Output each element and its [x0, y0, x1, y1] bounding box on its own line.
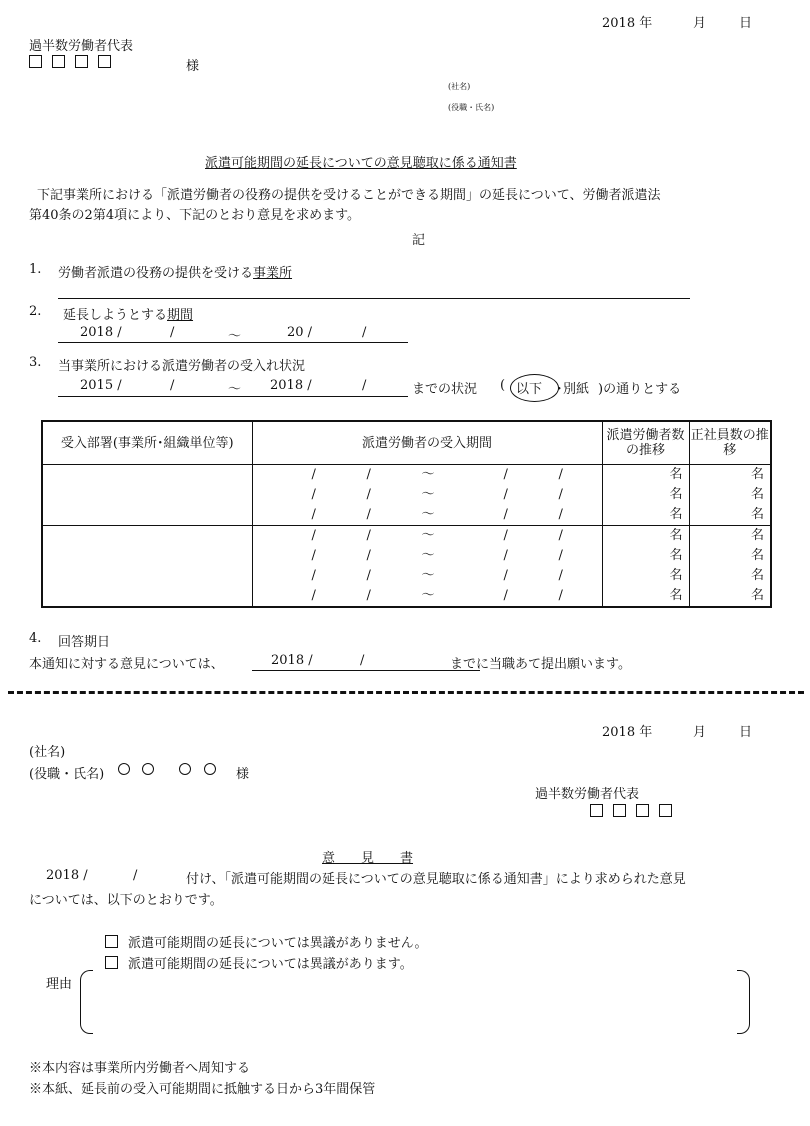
period-start-slash: /	[170, 325, 175, 340]
department-cell[interactable]	[42, 465, 252, 526]
notice-body-line2: 第40条の2第4項により、下記のとおり意見を求めます。	[29, 208, 361, 223]
period-line: / / ～ / /	[311, 507, 563, 522]
table-header-row	[42, 421, 771, 465]
dispatch-count-cell[interactable]: 名 名 名 名	[602, 526, 689, 608]
dispatch-table	[41, 420, 772, 608]
placeholder-box-icon	[590, 804, 603, 817]
placeholder-box-icon	[52, 55, 65, 68]
note-1: ※本内容は事業所内労働者へ周知する	[29, 1061, 251, 1076]
deadline-underline	[252, 670, 480, 671]
placeholder-circle-icon	[142, 763, 154, 775]
deadline-text-after: までに当職あて提出願います。	[450, 657, 631, 672]
date-day: 日	[739, 16, 753, 31]
item4-number: 4.	[29, 631, 42, 646]
employee-count-cell[interactable]: 名 名 名 名	[689, 526, 771, 608]
opinion-body-line2: については、以下のとおりです。	[29, 893, 223, 908]
item2-text: 延長しようとする期間	[63, 308, 194, 323]
period-end-slash: /	[362, 325, 367, 340]
period-line: / / ～ / /	[311, 568, 563, 583]
item2-number: 2.	[29, 304, 42, 319]
deadline-text-before: 本通知に対する意見については、	[29, 657, 224, 672]
table-row	[42, 465, 771, 526]
status-end-year: 2018 /	[270, 378, 312, 393]
period-cell[interactable]	[252, 465, 602, 526]
paren-open: (	[500, 378, 506, 393]
addressee-name-boxes	[29, 55, 121, 71]
period-end-year: 20 /	[287, 325, 313, 340]
period-line: / / ～ / /	[311, 588, 563, 603]
header-department: 受入部署(事業所･組織単位等)	[42, 421, 252, 465]
selected-option-circle	[510, 374, 559, 402]
reply-representative: 過半数労働者代表	[535, 787, 640, 802]
checkbox-icon[interactable]	[105, 956, 118, 969]
deadline-slash: /	[360, 653, 365, 668]
paren-close: )の通りとする	[598, 382, 682, 397]
reason-bracket-right	[737, 970, 750, 1034]
notice-body-line1: 下記事業所における「派遣労働者の役務の提供を受けることができる期間」の延長について、労働者派遣法	[37, 188, 661, 203]
note-2: ※本紙、延長前の受入可能期間に抵触する日から3年間保管	[29, 1082, 376, 1097]
company-label: (社名)	[448, 82, 471, 91]
reply-date-day: 日	[739, 725, 753, 740]
opinion-body-slash: /	[133, 868, 138, 883]
status-suffix: までの状況	[412, 382, 478, 397]
status-underline	[58, 396, 408, 397]
placeholder-box-icon	[636, 804, 649, 817]
item1-number: 1.	[29, 262, 42, 277]
item1-underlined: 事業所	[253, 266, 293, 281]
title-name-label: (役職・氏名)	[448, 103, 495, 112]
header-period: 派遣労働者の受入期間	[252, 421, 602, 465]
reply-title-name-label: (役職・氏名)	[29, 767, 105, 782]
period-start-year: 2018 /	[80, 325, 122, 340]
reply-date-year: 2018 年	[602, 725, 653, 740]
placeholder-box-icon	[75, 55, 88, 68]
period-line: / / ～ / /	[311, 467, 563, 482]
reply-date-month: 月	[693, 725, 707, 740]
placeholder-box-icon	[613, 804, 626, 817]
period-line: / / ～ / /	[311, 487, 563, 502]
option-ika[interactable]: 以下	[516, 382, 543, 397]
table-row	[42, 526, 771, 608]
header-employee-count: 正社員数の推移	[689, 421, 771, 465]
option-no-objection[interactable]: 派遣可能期間の延長については異議がありません。	[105, 932, 428, 951]
item3-number: 3.	[29, 355, 42, 370]
placeholder-box-icon	[659, 804, 672, 817]
reply-sama: 様	[236, 767, 250, 782]
dispatch-count-cell[interactable]: 名 名 名	[602, 465, 689, 526]
item3-text: 当事業所における派遣労働者の受入れ状況	[58, 359, 306, 374]
date-month: 月	[693, 16, 707, 31]
reason-bracket-left	[80, 970, 93, 1034]
option-objection[interactable]: 派遣可能期間の延長については異議があります。	[105, 953, 413, 972]
addressee-label: 過半数労働者代表	[29, 39, 134, 54]
reply-company-label: (社名)	[29, 745, 66, 760]
ki-heading: 記	[412, 233, 426, 248]
addressee-sama: 様	[186, 59, 200, 74]
placeholder-circle-icon	[179, 763, 191, 775]
item1-text: 労働者派遣の役務の提供を受ける事業所	[58, 266, 293, 281]
placeholder-circle-icon	[204, 763, 216, 775]
reply-rep-name-boxes	[590, 804, 682, 820]
status-end-slash: /	[362, 378, 367, 393]
placeholder-box-icon	[98, 55, 111, 68]
period-tilde: ～	[228, 329, 242, 344]
option-separator-dot: ･	[556, 382, 563, 397]
date-year: 2018 年	[602, 16, 653, 31]
status-start-year: 2015 /	[80, 378, 122, 393]
status-tilde: ～	[228, 382, 242, 397]
period-line: / / ～ / /	[311, 528, 563, 543]
period-line: / / ～ / /	[311, 548, 563, 563]
opinion-body-year: 2018 /	[46, 868, 88, 883]
item4-label: 回答期日	[58, 635, 111, 650]
status-start-slash: /	[170, 378, 175, 393]
notice-title: 派遣可能期間の延長についての意見聴取に係る通知書	[205, 156, 517, 171]
period-cell[interactable]	[252, 526, 602, 608]
opinion-body-line1: 付け、「派遣可能期間の延長についての意見聴取に係る通知書」により求められた意見	[186, 872, 686, 887]
placeholder-circle-icon	[118, 763, 130, 775]
reason-input-area[interactable]	[96, 972, 732, 1030]
department-cell[interactable]	[42, 526, 252, 608]
header-dispatch-count: 派遣労働者数の推移	[602, 421, 689, 465]
reply-name-circles	[118, 763, 216, 778]
cut-line	[8, 691, 804, 694]
deadline-year: 2018 /	[271, 653, 313, 668]
item2-underlined: 期間	[167, 308, 194, 323]
opinion-title: 意 見 書	[322, 851, 414, 866]
checkbox-icon[interactable]	[105, 935, 118, 948]
employee-count-cell[interactable]: 名 名 名	[689, 465, 771, 526]
item1-fill-line	[58, 298, 690, 299]
option-bessi[interactable]: 別紙	[563, 382, 590, 397]
placeholder-box-icon	[29, 55, 42, 68]
period-underline	[58, 342, 408, 343]
reason-label: 理由	[46, 977, 73, 992]
